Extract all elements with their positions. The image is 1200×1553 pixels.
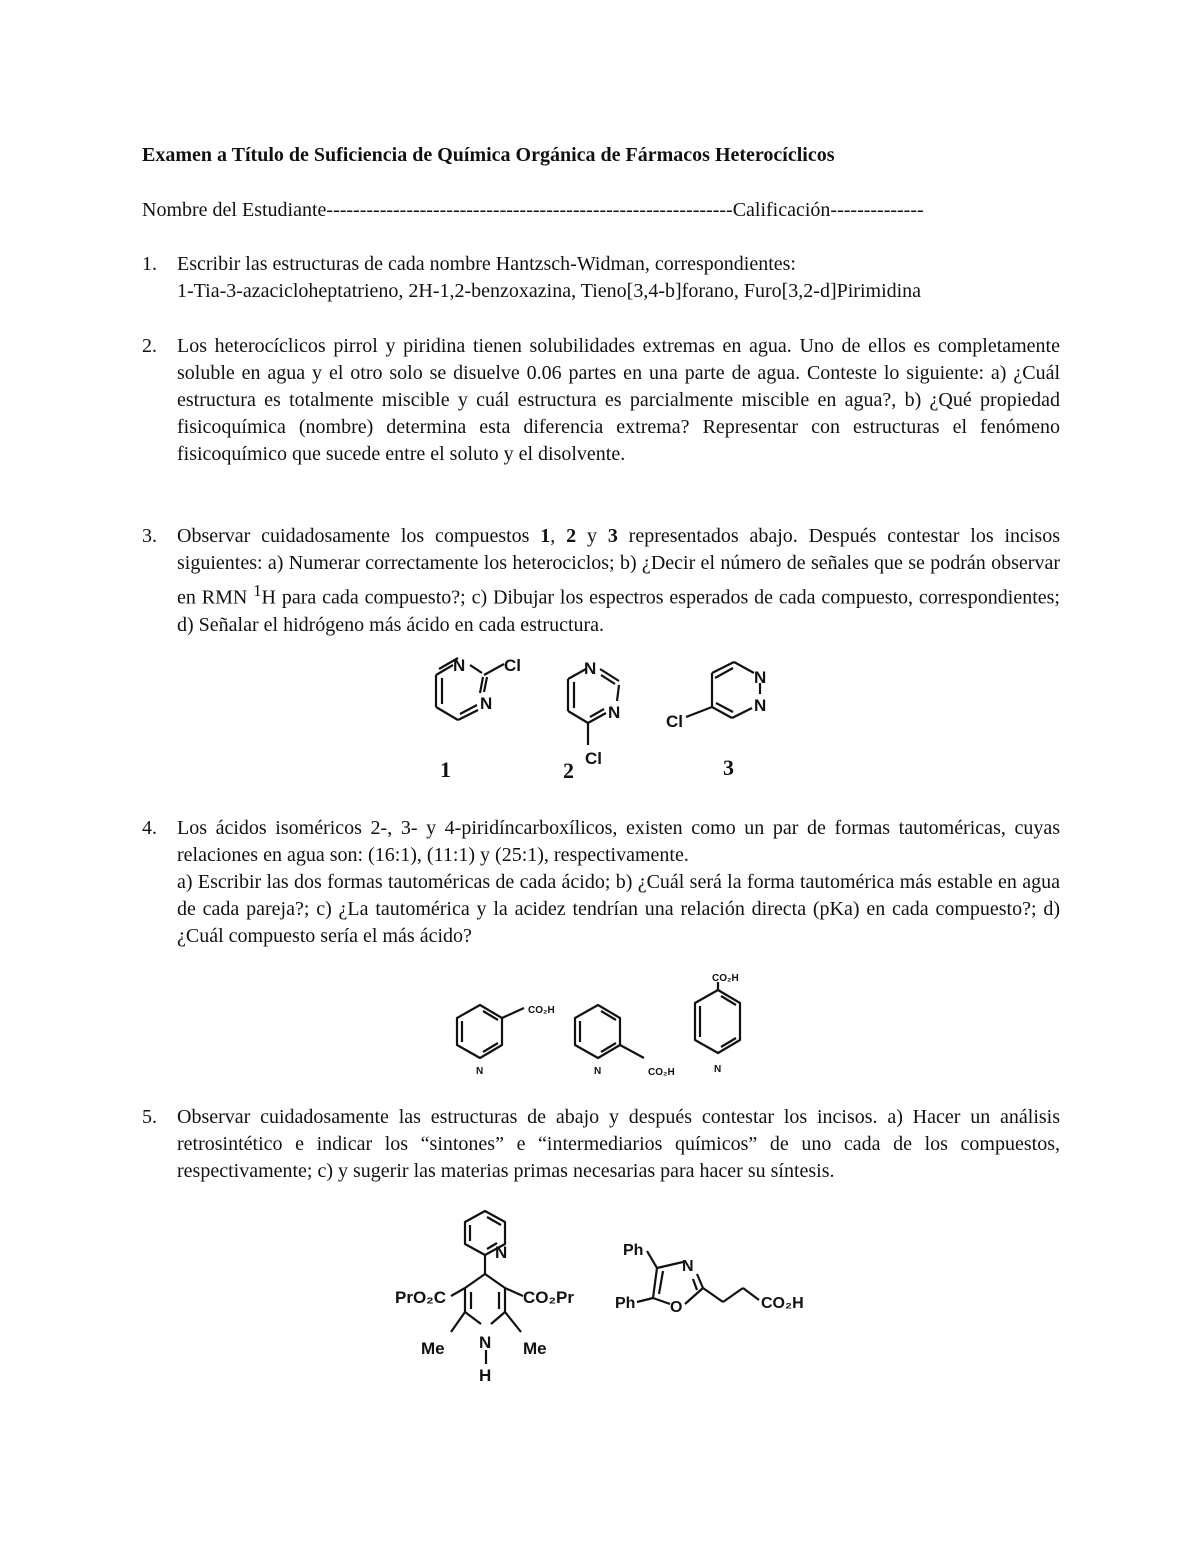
compound-label: 3 xyxy=(723,755,734,780)
carboxyl-group: CO₂H xyxy=(528,1005,555,1016)
question-number: 4. xyxy=(142,817,157,839)
figure-pyridinecarboxylic-acids xyxy=(440,968,770,1083)
methyl-group: Me xyxy=(523,1339,547,1358)
phenyl-group: Ph xyxy=(623,1242,644,1259)
atom-cl: Cl xyxy=(585,749,602,768)
question-5 xyxy=(142,1104,1060,1185)
compound-ref: 2 xyxy=(566,525,577,547)
atom-n: N xyxy=(453,656,466,675)
compound-1-structure xyxy=(436,656,521,782)
carboxyl-group: CO₂H xyxy=(712,973,739,984)
atom-cl: Cl xyxy=(666,712,683,731)
question-1 xyxy=(142,251,1060,305)
question-3 xyxy=(142,523,1060,639)
question-text: 1-Tia-3-azacicloheptatrieno, 2H-1,2-benzoxazina, Tieno[3,4-b]forano, Furo[3,2-d]Pirimidina xyxy=(177,280,922,302)
compound-2-structure xyxy=(563,659,620,783)
question-text: Los ácidos isoméricos 2-, 3- y 4-piridíncarboxílicos, existen como un par de formas tautoméricas, cuyas relaciones en agua son: (16:1), (11:1) y (25:1), respectivamente. xyxy=(177,817,1060,866)
compound-3-structure xyxy=(666,662,766,780)
atom-o: O xyxy=(670,1299,683,1316)
question-4 xyxy=(142,815,1060,950)
grade-label: Calificación xyxy=(732,199,831,221)
atom-n: N xyxy=(479,1333,492,1352)
atom-n: N xyxy=(608,703,621,722)
methyl-group: Me xyxy=(421,1339,445,1358)
question-2 xyxy=(142,333,1060,468)
question-text xyxy=(177,523,1060,639)
carboxyl-group: CO₂H xyxy=(761,1295,804,1312)
atom-n: N xyxy=(495,1243,508,1262)
question-number: 5. xyxy=(142,1106,157,1128)
question-text: Escribir las estructuras de cada nombre Hantzsch-Widman, correspondientes: xyxy=(177,253,796,275)
carboxyl-group: CO₂H xyxy=(648,1067,675,1078)
text-run: representados abajo. Después contestar los incisos siguientes: a) Numerar correctamente los heterociclos; b) ¿Decir el número de señales que se podrán observar en RMN xyxy=(177,525,1060,609)
page-title: Examen a Título de Suficiencia de Química Orgánica de Fármacos Heterocíclicos xyxy=(142,144,835,166)
superscript: 1 xyxy=(253,581,262,600)
atom-n: N xyxy=(584,659,597,678)
compound-ref: 3 xyxy=(607,525,618,547)
text-run: H para cada compuesto?; c) Dibujar los espectros esperados de cada compuesto, correspondientes; d) Señalar el hidrógeno más ácido en cada estructura. xyxy=(177,586,1060,636)
isonicotinic-acid-structure xyxy=(695,973,740,1075)
question-text: Los heterocíclicos pirrol y piridina tienen solubilidades extremas en agua. Uno de ellos es completamente soluble en agua y el otro solo se disuelve 0.06 partes en una parte de agua. Conteste lo siguiente: a) ¿Cuál estructura es totalmente miscible y cuál estructura es parcialmente miscible en agua?, b) ¿Qué propiedad fisicoquímica (nombre) determina esta diferencia extrema? Representar con estructuras el fenómeno fisicoquímico que sucede entre el soluto y el disolvente. xyxy=(177,335,1060,465)
question-text: a) Escribir las dos formas tautoméricas de cada ácido; b) ¿Cuál será la forma tautomérica más estable en agua de cada pareja?; c) ¿La tautomérica y la acidez tendrían una relación directa (pKa) en cada compuesto?; d) ¿Cuál compuesto sería el más ácido? xyxy=(177,871,1060,947)
figure-synthesis-targets xyxy=(385,1208,825,1388)
text-run: , xyxy=(550,525,567,547)
text-run: y xyxy=(576,525,608,547)
compound-label: 1 xyxy=(440,757,451,782)
atom-n: N xyxy=(480,694,493,713)
atom-n: N xyxy=(754,696,767,715)
ester-group: CO₂Pr xyxy=(523,1288,575,1307)
atom-n: N xyxy=(754,668,767,687)
nicotinic-acid-structure xyxy=(457,1005,555,1077)
atom-n: N xyxy=(682,1258,694,1275)
phenyl-group: Ph xyxy=(615,1295,636,1312)
compound-label: 2 xyxy=(563,758,574,783)
picolinic-acid-structure xyxy=(575,1005,675,1078)
oxazole-structure xyxy=(615,1242,804,1316)
question-number: 3. xyxy=(142,525,157,547)
grade-blank: -------------- xyxy=(830,199,924,221)
atom-h: H xyxy=(479,1366,492,1385)
atom-cl: Cl xyxy=(504,656,521,675)
dihydropyridine-structure xyxy=(395,1211,574,1385)
ester-group: PrO₂C xyxy=(395,1288,447,1307)
question-text: Observar cuidadosamente las estructuras de abajo y después contestar los incisos. a) Hacer un análisis retrosintético e indicar los “sintones” e “intermediarios químicos” de uno cada de los compuestos, respectivamente; c) y sugerir las materias primas necesarias para hacer su síntesis. xyxy=(177,1106,1060,1182)
text-run: Observar cuidadosamente los compuestos xyxy=(177,525,541,547)
student-name-label: Nombre del Estudiante xyxy=(142,199,327,221)
figure-chlorodiazines xyxy=(420,645,800,790)
compound-ref: 1 xyxy=(540,525,551,547)
atom-n: N xyxy=(476,1066,484,1077)
student-name-blank: ------------------------------------------------------------- xyxy=(326,199,733,221)
question-number: 1. xyxy=(142,253,157,275)
question-number: 2. xyxy=(142,335,157,357)
atom-n: N xyxy=(594,1066,602,1077)
student-name-line xyxy=(142,199,924,222)
atom-n: N xyxy=(714,1064,722,1075)
